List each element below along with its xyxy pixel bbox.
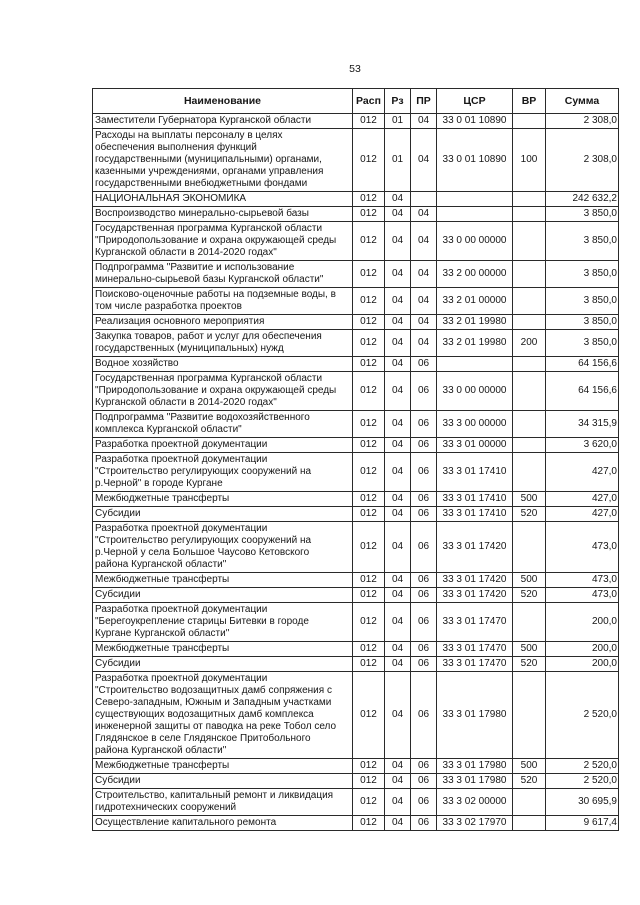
header-sum: Сумма bbox=[546, 89, 619, 114]
row-sum-cell: 3 850,0 bbox=[546, 222, 619, 261]
row-rasp-cell: 012 bbox=[353, 129, 385, 192]
row-name-cell: Разработка проектной документации "Строительство регулирующих сооружений на р.Черной у села Большое Чаусово Кетовского района Курганской области" bbox=[93, 522, 353, 573]
row-csr-cell: 33 3 01 17980 bbox=[437, 774, 513, 789]
table-row bbox=[93, 207, 619, 222]
row-vr-cell bbox=[513, 357, 546, 372]
row-rasp-cell: 012 bbox=[353, 507, 385, 522]
row-name-cell: Реализация основного мероприятия bbox=[93, 315, 353, 330]
row-name-cell: Государственная программа Курганской области "Природопользование и охрана окружающей среды Курганской области в 2014-2020 годах" bbox=[93, 372, 353, 411]
row-pr-cell: 04 bbox=[411, 222, 437, 261]
row-rasp-cell: 012 bbox=[353, 438, 385, 453]
row-sum-cell: 242 632,2 bbox=[546, 192, 619, 207]
table-row bbox=[93, 492, 619, 507]
row-sum-cell: 473,0 bbox=[546, 573, 619, 588]
row-rasp-cell: 012 bbox=[353, 411, 385, 438]
row-pr-cell: 04 bbox=[411, 114, 437, 129]
table-row bbox=[93, 357, 619, 372]
row-vr-cell: 100 bbox=[513, 129, 546, 192]
row-vr-cell: 500 bbox=[513, 759, 546, 774]
row-vr-cell: 500 bbox=[513, 492, 546, 507]
row-pr-cell: 06 bbox=[411, 816, 437, 831]
row-rz-cell: 04 bbox=[385, 222, 411, 261]
row-name-cell: Осуществление капитального ремонта bbox=[93, 816, 353, 831]
row-sum-cell: 3 850,0 bbox=[546, 207, 619, 222]
row-vr-cell bbox=[513, 438, 546, 453]
budget-table bbox=[92, 88, 619, 831]
row-name-cell: Водное хозяйство bbox=[93, 357, 353, 372]
row-vr-cell bbox=[513, 453, 546, 492]
row-name-cell: Субсидии bbox=[93, 774, 353, 789]
row-csr-cell: 33 3 01 17980 bbox=[437, 759, 513, 774]
row-rasp-cell: 012 bbox=[353, 759, 385, 774]
header-name: Наименование bbox=[93, 89, 353, 114]
table-row bbox=[93, 672, 619, 759]
row-sum-cell: 200,0 bbox=[546, 603, 619, 642]
row-sum-cell: 427,0 bbox=[546, 492, 619, 507]
row-sum-cell: 2 520,0 bbox=[546, 759, 619, 774]
row-rasp-cell: 012 bbox=[353, 288, 385, 315]
row-vr-cell bbox=[513, 372, 546, 411]
row-rz-cell: 04 bbox=[385, 492, 411, 507]
row-rasp-cell: 012 bbox=[353, 357, 385, 372]
row-rz-cell: 04 bbox=[385, 642, 411, 657]
row-vr-cell: 200 bbox=[513, 330, 546, 357]
row-rz-cell: 04 bbox=[385, 288, 411, 315]
row-pr-cell: 06 bbox=[411, 588, 437, 603]
row-rz-cell: 04 bbox=[385, 672, 411, 759]
row-sum-cell: 473,0 bbox=[546, 588, 619, 603]
row-rz-cell: 04 bbox=[385, 603, 411, 642]
row-pr-cell: 06 bbox=[411, 438, 437, 453]
row-pr-cell: 06 bbox=[411, 492, 437, 507]
table-row bbox=[93, 315, 619, 330]
table-row bbox=[93, 372, 619, 411]
row-csr-cell bbox=[437, 207, 513, 222]
row-rz-cell: 04 bbox=[385, 774, 411, 789]
row-name-cell: Поисково-оценочные работы на подземные воды, в том числе разработка проектов bbox=[93, 288, 353, 315]
row-vr-cell bbox=[513, 192, 546, 207]
row-rasp-cell: 012 bbox=[353, 261, 385, 288]
row-csr-cell: 33 3 01 17410 bbox=[437, 507, 513, 522]
row-pr-cell: 06 bbox=[411, 357, 437, 372]
row-sum-cell: 34 315,9 bbox=[546, 411, 619, 438]
table-header bbox=[93, 89, 619, 114]
row-pr-cell: 06 bbox=[411, 573, 437, 588]
row-pr-cell: 06 bbox=[411, 642, 437, 657]
row-vr-cell: 500 bbox=[513, 642, 546, 657]
row-vr-cell: 520 bbox=[513, 774, 546, 789]
header-rz: Рз bbox=[385, 89, 411, 114]
row-pr-cell: 04 bbox=[411, 129, 437, 192]
row-vr-cell: 500 bbox=[513, 573, 546, 588]
row-rasp-cell: 012 bbox=[353, 192, 385, 207]
row-name-cell: Разработка проектной документации "Строительство водозащитных дамб сопряжения с Северо-западным, Южным и Западным участками существующих водозащитных дамб комплекса инженерной защиты от паводка на реке Тобол село Глядянское в селе Глядянское Притобольного района Курганской области" bbox=[93, 672, 353, 759]
row-csr-cell: 33 2 01 19980 bbox=[437, 330, 513, 357]
row-sum-cell: 2 520,0 bbox=[546, 774, 619, 789]
row-rz-cell: 04 bbox=[385, 330, 411, 357]
row-rasp-cell: 012 bbox=[353, 453, 385, 492]
row-rz-cell: 04 bbox=[385, 372, 411, 411]
row-csr-cell: 33 3 01 00000 bbox=[437, 438, 513, 453]
table-body bbox=[93, 114, 619, 831]
row-name-cell: Заместители Губернатора Курганской области bbox=[93, 114, 353, 129]
row-csr-cell: 33 3 01 17470 bbox=[437, 603, 513, 642]
row-rasp-cell: 012 bbox=[353, 816, 385, 831]
row-pr-cell: 06 bbox=[411, 507, 437, 522]
row-pr-cell: 06 bbox=[411, 789, 437, 816]
row-name-cell: Субсидии bbox=[93, 588, 353, 603]
row-csr-cell: 33 3 01 17470 bbox=[437, 657, 513, 672]
row-pr-cell: 06 bbox=[411, 603, 437, 642]
row-name-cell: Разработка проектной документации "Берегоукрепление старицы Битевки в городе Кургане Курганской области" bbox=[93, 603, 353, 642]
row-csr-cell: 33 0 01 10890 bbox=[437, 114, 513, 129]
row-sum-cell: 3 850,0 bbox=[546, 261, 619, 288]
row-csr-cell: 33 3 02 00000 bbox=[437, 789, 513, 816]
table-row bbox=[93, 522, 619, 573]
table-row bbox=[93, 192, 619, 207]
row-rasp-cell: 012 bbox=[353, 573, 385, 588]
row-name-cell: Закупка товаров, работ и услуг для обеспечения государственных (муниципальных) нужд bbox=[93, 330, 353, 357]
row-pr-cell: 06 bbox=[411, 372, 437, 411]
header-csr: ЦСР bbox=[437, 89, 513, 114]
row-sum-cell: 3 620,0 bbox=[546, 438, 619, 453]
row-rasp-cell: 012 bbox=[353, 222, 385, 261]
table-row bbox=[93, 288, 619, 315]
row-name-cell: Межбюджетные трансферты bbox=[93, 642, 353, 657]
row-vr-cell bbox=[513, 411, 546, 438]
row-name-cell: Подпрограмма "Развитие и использование минерально-сырьевой базы Курганской области" bbox=[93, 261, 353, 288]
row-rz-cell: 04 bbox=[385, 522, 411, 573]
row-name-cell: Субсидии bbox=[93, 507, 353, 522]
table-row bbox=[93, 222, 619, 261]
row-rz-cell: 04 bbox=[385, 573, 411, 588]
row-name-cell: Субсидии bbox=[93, 657, 353, 672]
row-sum-cell: 3 850,0 bbox=[546, 315, 619, 330]
row-rasp-cell: 012 bbox=[353, 492, 385, 507]
table-row bbox=[93, 816, 619, 831]
row-rz-cell: 04 bbox=[385, 357, 411, 372]
row-name-cell: Подпрограмма "Развитие водохозяйственного комплекса Курганской области" bbox=[93, 411, 353, 438]
row-vr-cell bbox=[513, 261, 546, 288]
row-sum-cell: 427,0 bbox=[546, 453, 619, 492]
table-row bbox=[93, 642, 619, 657]
row-rasp-cell: 012 bbox=[353, 657, 385, 672]
row-vr-cell: 520 bbox=[513, 588, 546, 603]
row-csr-cell: 33 0 01 10890 bbox=[437, 129, 513, 192]
row-csr-cell: 33 3 02 17970 bbox=[437, 816, 513, 831]
row-rasp-cell: 012 bbox=[353, 372, 385, 411]
row-rz-cell: 04 bbox=[385, 207, 411, 222]
table-row bbox=[93, 114, 619, 129]
row-rz-cell: 04 bbox=[385, 315, 411, 330]
row-rasp-cell: 012 bbox=[353, 642, 385, 657]
row-rz-cell: 04 bbox=[385, 453, 411, 492]
row-rz-cell: 04 bbox=[385, 261, 411, 288]
row-csr-cell: 33 2 00 00000 bbox=[437, 261, 513, 288]
row-rz-cell: 04 bbox=[385, 657, 411, 672]
table-row bbox=[93, 789, 619, 816]
row-name-cell: Государственная программа Курганской области "Природопользование и охрана окружающей среды Курганской области в 2014-2020 годах" bbox=[93, 222, 353, 261]
row-rasp-cell: 012 bbox=[353, 207, 385, 222]
row-csr-cell: 33 2 01 00000 bbox=[437, 288, 513, 315]
row-sum-cell: 427,0 bbox=[546, 507, 619, 522]
row-sum-cell: 2 520,0 bbox=[546, 672, 619, 759]
table-row bbox=[93, 261, 619, 288]
row-rasp-cell: 012 bbox=[353, 330, 385, 357]
row-rasp-cell: 012 bbox=[353, 522, 385, 573]
row-sum-cell: 2 308,0 bbox=[546, 114, 619, 129]
row-csr-cell: 33 0 00 00000 bbox=[437, 372, 513, 411]
header-pr: ПР bbox=[411, 89, 437, 114]
row-csr-cell: 33 3 01 17470 bbox=[437, 642, 513, 657]
table-row bbox=[93, 588, 619, 603]
row-sum-cell: 3 850,0 bbox=[546, 330, 619, 357]
row-pr-cell: 04 bbox=[411, 288, 437, 315]
row-rasp-cell: 012 bbox=[353, 114, 385, 129]
table-row bbox=[93, 453, 619, 492]
row-vr-cell bbox=[513, 789, 546, 816]
row-csr-cell: 33 2 01 19980 bbox=[437, 315, 513, 330]
row-sum-cell: 64 156,6 bbox=[546, 372, 619, 411]
row-vr-cell bbox=[513, 114, 546, 129]
table-row bbox=[93, 603, 619, 642]
row-sum-cell: 64 156,6 bbox=[546, 357, 619, 372]
row-vr-cell bbox=[513, 603, 546, 642]
row-rz-cell: 01 bbox=[385, 129, 411, 192]
row-rz-cell: 04 bbox=[385, 411, 411, 438]
row-csr-cell: 33 3 01 17980 bbox=[437, 672, 513, 759]
row-sum-cell: 200,0 bbox=[546, 657, 619, 672]
row-pr-cell: 06 bbox=[411, 453, 437, 492]
header-rasp: Расп bbox=[353, 89, 385, 114]
row-rasp-cell: 012 bbox=[353, 315, 385, 330]
row-name-cell: Воспроизводство минерально-сырьевой базы bbox=[93, 207, 353, 222]
row-rasp-cell: 012 bbox=[353, 672, 385, 759]
row-rz-cell: 04 bbox=[385, 759, 411, 774]
header-vr: ВР bbox=[513, 89, 546, 114]
row-vr-cell bbox=[513, 672, 546, 759]
row-rz-cell: 04 bbox=[385, 816, 411, 831]
row-vr-cell: 520 bbox=[513, 657, 546, 672]
row-csr-cell: 33 0 00 00000 bbox=[437, 222, 513, 261]
row-pr-cell: 04 bbox=[411, 261, 437, 288]
row-vr-cell: 520 bbox=[513, 507, 546, 522]
table-row bbox=[93, 411, 619, 438]
row-pr-cell: 06 bbox=[411, 759, 437, 774]
table-row bbox=[93, 330, 619, 357]
row-sum-cell: 9 617,4 bbox=[546, 816, 619, 831]
row-sum-cell: 200,0 bbox=[546, 642, 619, 657]
row-rasp-cell: 012 bbox=[353, 603, 385, 642]
row-pr-cell: 04 bbox=[411, 207, 437, 222]
row-pr-cell: 04 bbox=[411, 330, 437, 357]
row-vr-cell bbox=[513, 315, 546, 330]
row-name-cell: Межбюджетные трансферты bbox=[93, 759, 353, 774]
row-sum-cell: 2 308,0 bbox=[546, 129, 619, 192]
row-csr-cell: 33 3 00 00000 bbox=[437, 411, 513, 438]
row-pr-cell: 04 bbox=[411, 315, 437, 330]
row-rz-cell: 04 bbox=[385, 789, 411, 816]
row-sum-cell: 3 850,0 bbox=[546, 288, 619, 315]
page-number: 53 bbox=[349, 63, 361, 75]
row-csr-cell: 33 3 01 17420 bbox=[437, 573, 513, 588]
row-rasp-cell: 012 bbox=[353, 789, 385, 816]
row-vr-cell bbox=[513, 816, 546, 831]
row-name-cell: НАЦИОНАЛЬНАЯ ЭКОНОМИКА bbox=[93, 192, 353, 207]
row-pr-cell: 06 bbox=[411, 774, 437, 789]
row-vr-cell bbox=[513, 222, 546, 261]
row-csr-cell: 33 3 01 17410 bbox=[437, 492, 513, 507]
table-row bbox=[93, 507, 619, 522]
row-csr-cell: 33 3 01 17420 bbox=[437, 522, 513, 573]
row-sum-cell: 30 695,9 bbox=[546, 789, 619, 816]
table-row bbox=[93, 129, 619, 192]
row-pr-cell: 06 bbox=[411, 657, 437, 672]
row-pr-cell bbox=[411, 192, 437, 207]
row-pr-cell: 06 bbox=[411, 522, 437, 573]
row-rasp-cell: 012 bbox=[353, 774, 385, 789]
row-rz-cell: 04 bbox=[385, 507, 411, 522]
row-vr-cell bbox=[513, 207, 546, 222]
table-row bbox=[93, 573, 619, 588]
table-row bbox=[93, 774, 619, 789]
header-row bbox=[93, 89, 619, 114]
row-csr-cell bbox=[437, 357, 513, 372]
row-csr-cell: 33 3 01 17410 bbox=[437, 453, 513, 492]
row-name-cell: Строительство, капитальный ремонт и ликвидация гидротехнических сооружений bbox=[93, 789, 353, 816]
row-sum-cell: 473,0 bbox=[546, 522, 619, 573]
row-name-cell: Межбюджетные трансферты bbox=[93, 492, 353, 507]
row-pr-cell: 06 bbox=[411, 672, 437, 759]
row-csr-cell bbox=[437, 192, 513, 207]
table-row bbox=[93, 438, 619, 453]
row-rasp-cell: 012 bbox=[353, 588, 385, 603]
row-name-cell: Межбюджетные трансферты bbox=[93, 573, 353, 588]
row-rz-cell: 04 bbox=[385, 192, 411, 207]
row-rz-cell: 04 bbox=[385, 588, 411, 603]
row-vr-cell bbox=[513, 288, 546, 315]
row-csr-cell: 33 3 01 17420 bbox=[437, 588, 513, 603]
row-pr-cell: 06 bbox=[411, 411, 437, 438]
row-name-cell: Разработка проектной документации "Строительство регулирующих сооружений на р.Черной" в городе Кургане bbox=[93, 453, 353, 492]
row-name-cell: Расходы на выплаты персоналу в целях обеспечения выполнения функций государственными (муниципальными) органами, казенными учреждениями, органами управления государственными внебюджетными фондами bbox=[93, 129, 353, 192]
table-row bbox=[93, 657, 619, 672]
row-rz-cell: 01 bbox=[385, 114, 411, 129]
row-name-cell: Разработка проектной документации bbox=[93, 438, 353, 453]
row-rz-cell: 04 bbox=[385, 438, 411, 453]
table-row bbox=[93, 759, 619, 774]
row-vr-cell bbox=[513, 522, 546, 573]
